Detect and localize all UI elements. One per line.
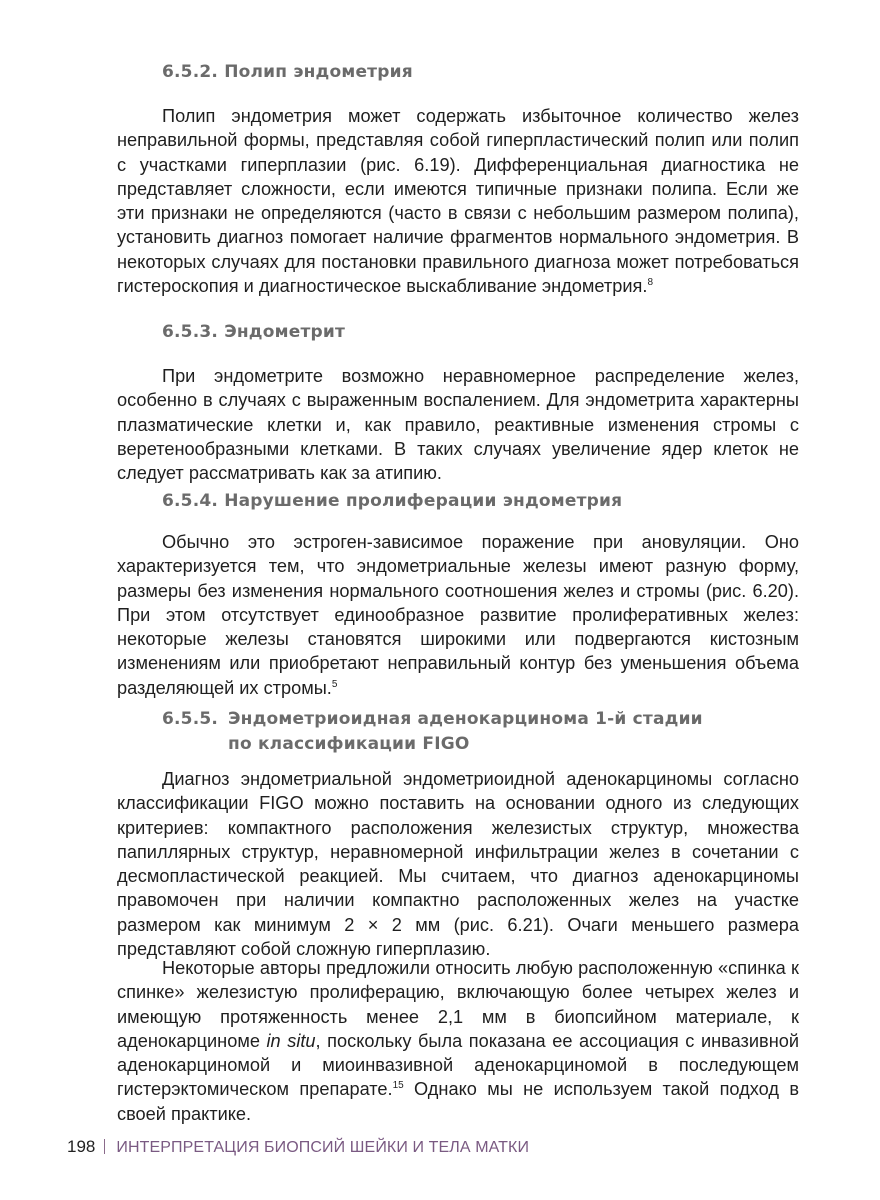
paragraph-text: При эндометрите возможно неравномерное распределение желез, особенно в случаях с выраженным воспалением. Для эндометрита характерны плазматические клетки и, как правило, реактивные изменения стромы с веретенообразными клетками. В таких случаях увеличение ядер клеток не следует рассматривать как за атипию. (117, 366, 799, 484)
section-number: 6.5.4. (162, 491, 219, 511)
paragraph-text-b: , поскольку была показана ее ассоциация с инвазивной аденокарциномой и миоинвазивной аденокарциномой в последующем гистерэктомическом препарате. (117, 1030, 800, 1100)
paragraph-text-italic: in situ (266, 1030, 316, 1051)
running-title: ИНТЕРПРЕТАЦИЯ БИОПСИЙ ШЕЙКИ И ТЕЛА МАТКИ (116, 1139, 530, 1156)
section-title-line1: Эндометриоидная аденокарцинома 1-й стадии (228, 709, 703, 729)
paragraph-text-c: Однако мы не используем такой подход в своей практике. (117, 1079, 799, 1124)
paragraph-adenocarcinoma-2 (117, 956, 799, 1126)
section-heading-6-5-4 (162, 491, 622, 511)
section-heading-6-5-3 (162, 322, 345, 342)
paragraph-endometritis (117, 364, 799, 485)
page-footer (67, 1137, 529, 1157)
paragraph-adenocarcinoma-1 (117, 767, 799, 961)
section-title: Эндометрит (224, 322, 346, 342)
section-title-line2: по классификации FIGO (228, 734, 470, 754)
page-number: 198 (67, 1137, 96, 1156)
paragraph-text-a: Некоторые авторы предложили относить любую расположенную «спинка к спинке» железистую пролиферацию, включающую более четырех желез и имеющую протяженность менее 2,1 мм в биопсийном материале, к аденокарциноме (117, 958, 799, 1051)
section-heading-6-5-2 (162, 62, 413, 82)
reference-superscript: 15 (392, 1080, 404, 1092)
section-number: 6.5.3. (162, 322, 219, 342)
paragraph-text: Диагноз эндометриальной эндометриоидной аденокарциномы согласно классификации FIGO можно поставить на основании одного из следующих критериев: компактного расположения железистых структур, множества папиллярных структур, неравномерной инфильтрации желез в сочетании с десмопластической реакцией. Мы считаем, что диагноз аденокарциномы правомочен при наличии компактно расположенных желез на участке размером как минимум 2 × 2 мм (рис. 6.21). Очаги меньшего размера представляют собой сложную гиперплазию. (117, 769, 799, 960)
paragraph-polyp (117, 104, 799, 298)
section-title: Нарушение пролиферации эндометрия (224, 491, 623, 511)
footer-divider (104, 1139, 105, 1154)
paragraph-proliferation (117, 530, 799, 700)
section-number: 6.5.5. (162, 709, 219, 729)
section-title: Полип эндометрия (224, 62, 413, 82)
reference-superscript: 8 (647, 277, 653, 289)
reference-superscript: 5 (331, 678, 338, 690)
section-heading-6-5-5 (162, 707, 703, 757)
section-number: 6.5.2. (162, 62, 219, 82)
paragraph-text: Полип эндометрия может содержать избыточное количество желез неправильной формы, представляя собой гиперпластический полип или полип с участками гиперплазии (рис. 6.19). Дифференциальная диагностика не представляет сложности, если имеются типичные признаки полипа. Если же эти признаки не определяются (часто в связи с небольшим размером полипа), установить диагноз помогает наличие фрагментов нормального эндометрия. В некоторых случаях для постановки правильного диагноза может потребоваться гистероскопия и диагностическое выскабливание эндометрия. (117, 106, 799, 297)
paragraph-text: Обычно это эстроген-зависимое поражение при ановуляции. Оно характеризуется тем, что эндометриальные железы имеют разную форму, размеры без изменения нормального соотношения желез и стромы (рис. 6.20). При этом отсутствует единообразное развитие пролиферативных желез: некоторые железы становятся широкими или подвергаются кистозным изменениям или приобретают неправильный контур без уменьшения объема разделяющей их стромы. (117, 532, 799, 698)
